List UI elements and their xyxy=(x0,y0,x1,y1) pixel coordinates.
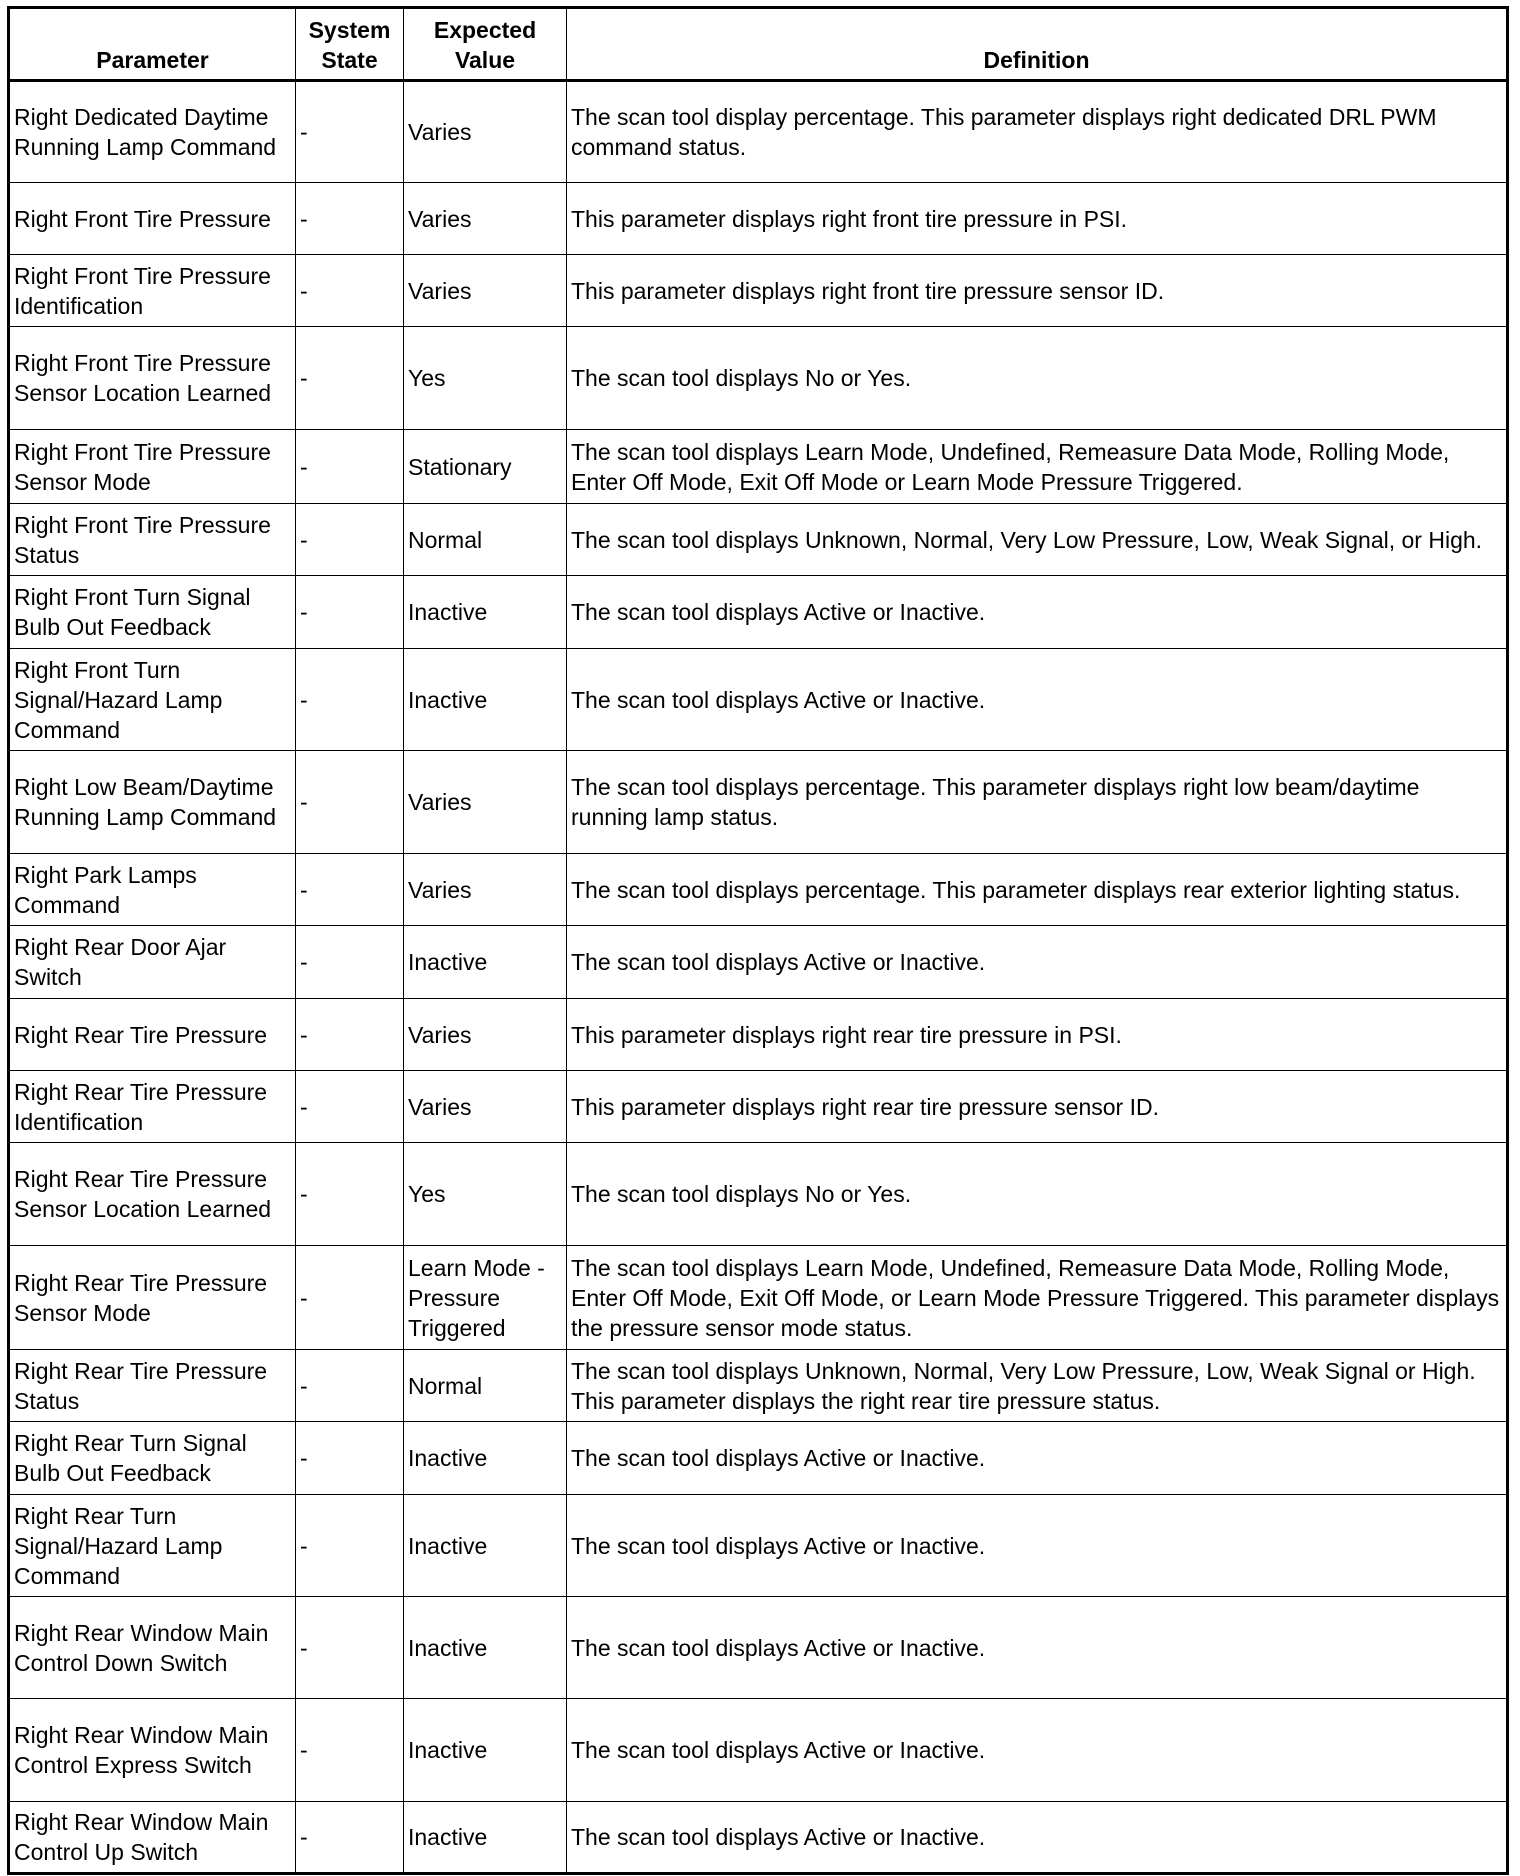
definition-cell: The scan tool displays No or Yes. xyxy=(567,327,1508,430)
system-state-cell: - xyxy=(296,1597,404,1699)
system-state-cell: - xyxy=(296,430,404,504)
definition-cell: The scan tool displays percentage. This parameter displays right low beam/daytime running lamp status. xyxy=(567,751,1508,854)
header-system-state: System State xyxy=(296,8,404,81)
system-state-cell: - xyxy=(296,576,404,649)
parameter-cell: Right Front Turn Signal/Hazard Lamp Command xyxy=(9,649,296,751)
system-state-cell: - xyxy=(296,327,404,430)
system-state-cell: - xyxy=(296,854,404,926)
table-row xyxy=(9,926,1508,999)
expected-value-cell: Varies xyxy=(404,854,567,926)
expected-value-cell: Varies xyxy=(404,1071,567,1143)
parameter-cell: Right Rear Tire Pressure xyxy=(9,999,296,1071)
definition-cell: The scan tool displays No or Yes. xyxy=(567,1143,1508,1246)
system-state-cell: - xyxy=(296,1422,404,1495)
table-row xyxy=(9,430,1508,504)
expected-value-cell: Stationary xyxy=(404,430,567,504)
system-state-cell: - xyxy=(296,1802,404,1874)
expected-value-cell: Inactive xyxy=(404,1699,567,1802)
expected-value-cell: Inactive xyxy=(404,576,567,649)
header-parameter: Parameter xyxy=(9,8,296,81)
definition-cell: The scan tool displays Active or Inactive. xyxy=(567,1495,1508,1597)
definition-cell: This parameter displays right front tire pressure in PSI. xyxy=(567,183,1508,255)
parameter-cell: Right Rear Turn Signal/Hazard Lamp Command xyxy=(9,1495,296,1597)
parameter-cell: Right Rear Window Main Control Down Switch xyxy=(9,1597,296,1699)
system-state-cell: - xyxy=(296,926,404,999)
definition-cell: The scan tool displays Unknown, Normal, Very Low Pressure, Low, Weak Signal or High. This parameter displays the right rear tire pressure status. xyxy=(567,1350,1508,1422)
header-row xyxy=(9,8,1508,81)
parameter-cell: Right Front Tire Pressure Sensor Mode xyxy=(9,430,296,504)
definition-cell: The scan tool displays Active or Inactive. xyxy=(567,1422,1508,1495)
parameter-cell: Right Rear Tire Pressure Status xyxy=(9,1350,296,1422)
system-state-cell: - xyxy=(296,504,404,576)
parameter-cell: Right Rear Turn Signal Bulb Out Feedback xyxy=(9,1422,296,1495)
expected-value-cell: Varies xyxy=(404,999,567,1071)
table-row xyxy=(9,1422,1508,1495)
definition-cell: The scan tool displays Active or Inactive. xyxy=(567,926,1508,999)
expected-value-cell: Inactive xyxy=(404,649,567,751)
definition-cell: The scan tool displays Active or Inactive. xyxy=(567,649,1508,751)
definition-cell: This parameter displays right rear tire pressure sensor ID. xyxy=(567,1071,1508,1143)
system-state-cell: - xyxy=(296,999,404,1071)
expected-value-cell: Inactive xyxy=(404,1597,567,1699)
parameter-cell: Right Park Lamps Command xyxy=(9,854,296,926)
system-state-cell: - xyxy=(296,1350,404,1422)
definition-cell: The scan tool displays Active or Inactive. xyxy=(567,576,1508,649)
expected-value-cell: Inactive xyxy=(404,1802,567,1874)
table-row xyxy=(9,649,1508,751)
definition-cell: The scan tool displays Active or Inactive. xyxy=(567,1597,1508,1699)
system-state-cell: - xyxy=(296,1495,404,1597)
parameter-cell: Right Dedicated Daytime Running Lamp Command xyxy=(9,81,296,183)
table-row xyxy=(9,1143,1508,1246)
header-definition: Definition xyxy=(567,8,1508,81)
parameter-cell: Right Front Tire Pressure Status xyxy=(9,504,296,576)
definition-cell: The scan tool displays Active or Inactive. xyxy=(567,1699,1508,1802)
parameter-table xyxy=(7,6,1509,1875)
table-row xyxy=(9,854,1508,926)
parameter-cell: Right Front Tire Pressure xyxy=(9,183,296,255)
table-row xyxy=(9,576,1508,649)
system-state-cell: - xyxy=(296,1071,404,1143)
system-state-cell: - xyxy=(296,183,404,255)
table-row xyxy=(9,1597,1508,1699)
table-row xyxy=(9,1699,1508,1802)
definition-cell: The scan tool displays Learn Mode, Undefined, Remeasure Data Mode, Rolling Mode, Enter Off Mode, Exit Off Mode, or Learn Mode Pressure Triggered. This parameter displays the pressure sensor mode status. xyxy=(567,1246,1508,1350)
table-row xyxy=(9,1350,1508,1422)
expected-value-cell: Inactive xyxy=(404,1422,567,1495)
parameter-cell: Right Rear Window Main Control Express Switch xyxy=(9,1699,296,1802)
expected-value-cell: Yes xyxy=(404,327,567,430)
parameter-cell: Right Front Tire Pressure Identification xyxy=(9,255,296,327)
definition-cell: This parameter displays right rear tire pressure in PSI. xyxy=(567,999,1508,1071)
system-state-cell: - xyxy=(296,81,404,183)
system-state-cell: - xyxy=(296,649,404,751)
expected-value-cell: Inactive xyxy=(404,1495,567,1597)
table-row xyxy=(9,504,1508,576)
expected-value-cell: Yes xyxy=(404,1143,567,1246)
parameter-cell: Right Rear Door Ajar Switch xyxy=(9,926,296,999)
table-row xyxy=(9,327,1508,430)
system-state-cell: - xyxy=(296,255,404,327)
table-row xyxy=(9,1495,1508,1597)
system-state-cell: - xyxy=(296,751,404,854)
expected-value-cell: Varies xyxy=(404,255,567,327)
definition-cell: The scan tool displays Active or Inactive. xyxy=(567,1802,1508,1874)
definition-cell: The scan tool displays Learn Mode, Undefined, Remeasure Data Mode, Rolling Mode, Enter Off Mode, Exit Off Mode or Learn Mode Pressure Triggered. xyxy=(567,430,1508,504)
table-row xyxy=(9,751,1508,854)
expected-value-cell: Learn Mode - Pressure Triggered xyxy=(404,1246,567,1350)
expected-value-cell: Varies xyxy=(404,81,567,183)
parameter-cell: Right Front Turn Signal Bulb Out Feedback xyxy=(9,576,296,649)
definition-cell: The scan tool displays Unknown, Normal, Very Low Pressure, Low, Weak Signal, or High. xyxy=(567,504,1508,576)
parameter-cell: Right Front Tire Pressure Sensor Location Learned xyxy=(9,327,296,430)
table-row xyxy=(9,1071,1508,1143)
system-state-cell: - xyxy=(296,1246,404,1350)
system-state-cell: - xyxy=(296,1699,404,1802)
table-row xyxy=(9,999,1508,1071)
parameter-cell: Right Rear Tire Pressure Sensor Mode xyxy=(9,1246,296,1350)
table-row xyxy=(9,255,1508,327)
table-row xyxy=(9,81,1508,183)
parameter-cell: Right Rear Tire Pressure Identification xyxy=(9,1071,296,1143)
expected-value-cell: Normal xyxy=(404,1350,567,1422)
definition-cell: The scan tool displays percentage. This parameter displays rear exterior lighting status. xyxy=(567,854,1508,926)
definition-cell: The scan tool display percentage. This parameter displays right dedicated DRL PWM command status. xyxy=(567,81,1508,183)
table-row xyxy=(9,1246,1508,1350)
definition-cell: This parameter displays right front tire pressure sensor ID. xyxy=(567,255,1508,327)
system-state-cell: - xyxy=(296,1143,404,1246)
parameter-cell: Right Rear Window Main Control Up Switch xyxy=(9,1802,296,1874)
parameter-cell: Right Rear Tire Pressure Sensor Location Learned xyxy=(9,1143,296,1246)
expected-value-cell: Varies xyxy=(404,183,567,255)
table-row xyxy=(9,1802,1508,1874)
expected-value-cell: Normal xyxy=(404,504,567,576)
expected-value-cell: Varies xyxy=(404,751,567,854)
parameter-cell: Right Low Beam/Daytime Running Lamp Command xyxy=(9,751,296,854)
table-row xyxy=(9,183,1508,255)
expected-value-cell: Inactive xyxy=(404,926,567,999)
header-expected-value: Expected Value xyxy=(404,8,567,81)
